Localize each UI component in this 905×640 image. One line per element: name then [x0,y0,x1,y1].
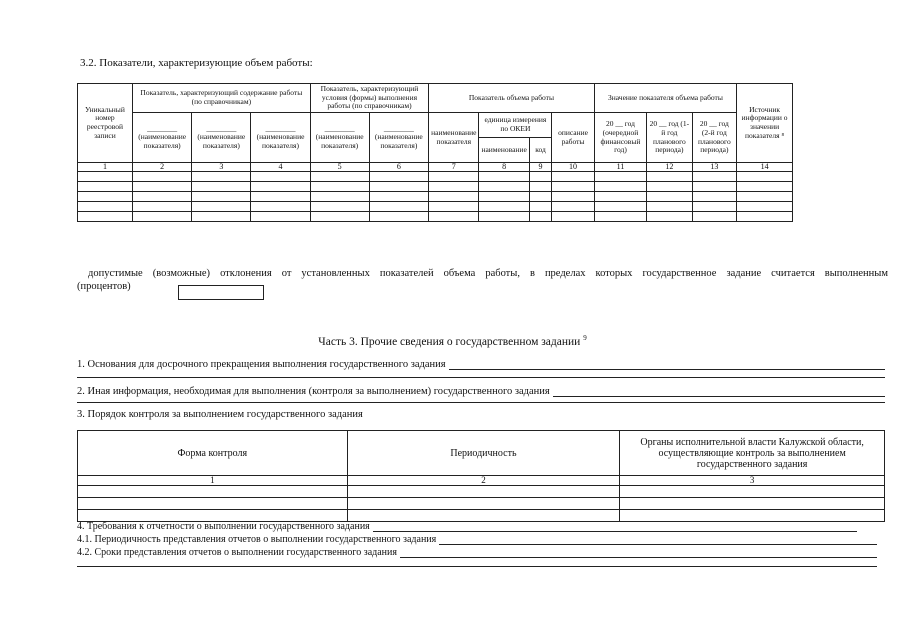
deviation-text: допустимые (возможные) отклонения от установленных показателей объема работы, в пределах которых государственное задание считается выполненным [88,268,888,279]
item-1-fill-line[interactable] [449,359,885,370]
item-2-fill-line[interactable] [553,386,885,397]
header-info-source: Источник информации о значении показателя ⁸ [737,84,793,163]
item-2-label: 2. Иная информация, необходимая для выполнения (контроля за выполнением) государственного задания [77,386,550,397]
item-1 [77,359,885,370]
header-conditions-indicator: Показатель, характеризующий условия (формы) выполнения работы (по справочникам) [310,84,428,113]
header-control-form: Форма контроля [78,431,348,476]
column-number: 1 [78,476,348,486]
header-volume-value: Значение показателя объема работы [594,84,736,113]
header-unit-code: код [529,138,552,163]
section-title: 3.2. Показатели, характеризующие объем работы: [80,57,313,69]
deviation-percent-label: (процентов) [77,281,131,292]
table-row [78,212,793,222]
item-3-label: 3. Порядок контроля за выполнением государственного задания [77,409,363,420]
header-unit-name: наименование [479,138,529,163]
item-4-2-fill-line[interactable] [400,547,877,558]
header-name-placeholder: ________ (наименование показателя) [192,113,251,163]
item-4-label: 4. Требования к отчетности о выполнении государственного задания [77,521,370,532]
table-row [78,202,793,212]
table-row [78,192,793,202]
column-number: 2 [347,476,620,486]
item-4-2 [77,547,877,558]
header-name-placeholder: ________ (наименование показателя) [310,113,369,163]
control-table [77,430,885,522]
column-number: 6 [369,163,429,172]
header-name-placeholder: ________ (наименование показателя) [132,113,192,163]
divider [77,402,885,403]
item-4 [77,521,857,532]
header-name-placeholder: ________ (наименование показателя) [251,113,311,163]
column-number: 4 [251,163,311,172]
item-4-1-label: 4.1. Периодичность представления отчетов о выполнении государственного задания [77,534,437,545]
item-2 [77,386,885,397]
divider [77,566,877,567]
header-work-description: описание работы [552,113,594,163]
table-row [78,182,793,192]
item-4-1-fill-line[interactable] [439,534,877,545]
divider [77,377,885,378]
item-4-1 [77,534,877,545]
part3-title: Часть 3. Прочие сведения о государственном задании $^9$ [318,334,587,348]
column-number: 9 [529,163,552,172]
column-number: 8 [479,163,529,172]
column-number: 13 [692,163,737,172]
column-number: 10 [552,163,594,172]
column-number: 2 [132,163,192,172]
column-number: 7 [429,163,479,172]
column-number: 1 [78,163,133,172]
table-row [78,498,885,510]
column-number: 14 [737,163,793,172]
header-control-organs: Органы исполнительной власти Калужской области, осуществляющие контроль за выполнением государственного задания [620,431,885,476]
header-year-1: 20 __ год (очередной финансовый год) [594,113,646,163]
table-row [78,510,885,522]
header-volume-name: наименование показателя [429,113,479,163]
item-1-label: 1. Основания для досрочного прекращения выполнения государственного задания [77,359,446,370]
table-row [78,486,885,498]
item-4-fill-line[interactable] [373,521,857,532]
column-number: 3 [192,163,251,172]
header-year-2: 20 __ год (1-й год планового периода) [647,113,692,163]
item-3 [77,409,363,420]
header-name-placeholder: ________ (наименование показателя) [369,113,429,163]
column-number: 3 [620,476,885,486]
column-number: 12 [647,163,692,172]
header-unit-okei: единица измерения по ОКЕИ [479,113,552,138]
work-volume-table [77,83,793,222]
deviation-percent-field[interactable] [178,285,264,300]
header-year-3: 20 __ год (2-й год планового периода) [692,113,737,163]
header-volume-indicator: Показатель объема работы [429,84,595,113]
header-content-indicator: Показатель, характеризующий содержание работы (по справочникам) [132,84,310,113]
table-row [78,172,793,182]
column-number: 5 [310,163,369,172]
column-number: 11 [594,163,646,172]
item-4-2-label: 4.2. Сроки представления отчетов о выполнении государственного задания [77,547,397,558]
header-periodicity: Периодичность [347,431,620,476]
header-unique-number: Уникальный номер реестровой записи [78,84,133,163]
